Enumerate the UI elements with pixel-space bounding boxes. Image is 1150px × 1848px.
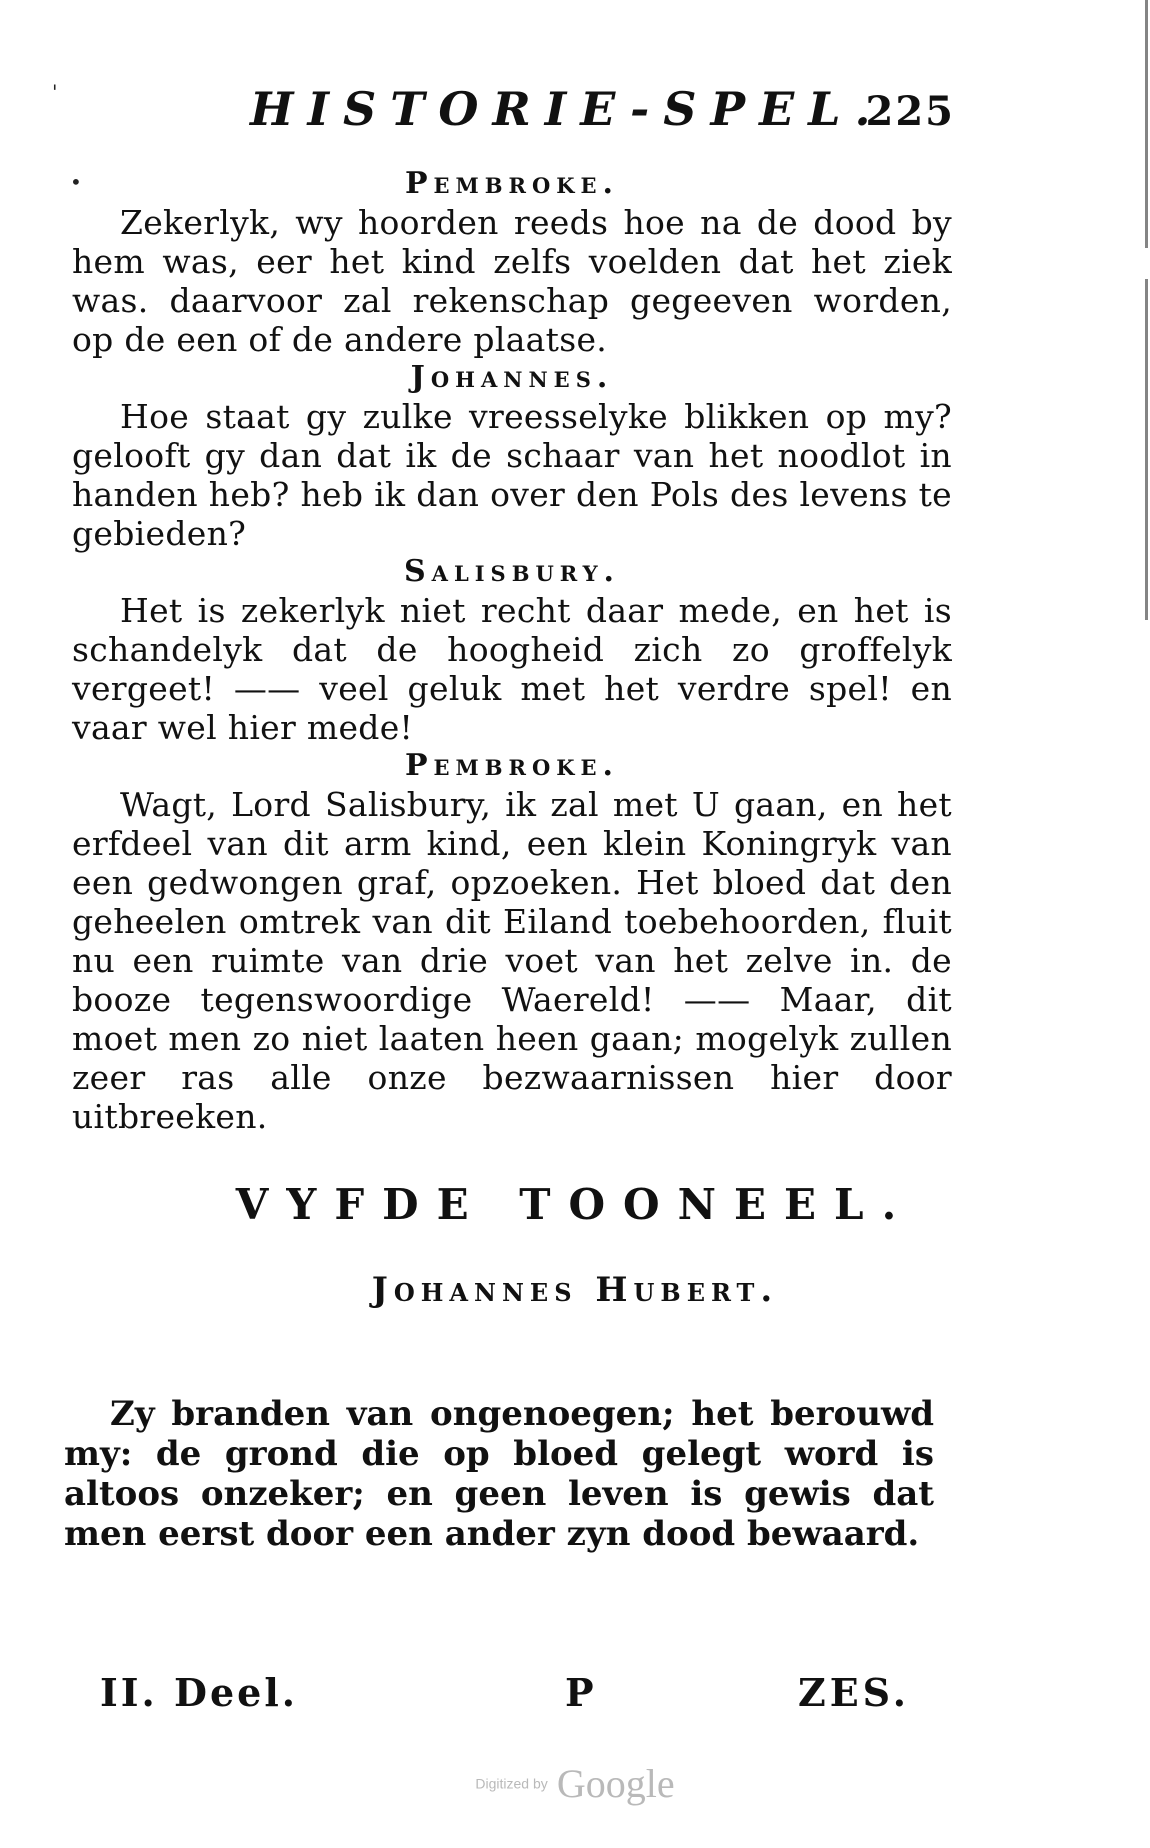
scene-speech-text: Zy branden van ongenoegen; het berouwd my: de grond die op bloed gelegt word is altoos onzeker; en geen leven is gewis dat men eerst door een ander zyn dood bewaard.: [64, 1394, 934, 1554]
speech-4: [72, 747, 952, 1136]
speaker-name: Johannes.: [410, 360, 614, 395]
speech-text: Hoe staat gy zulke vreesselyke blikken op my? gelooft gy dan dat ik de schaar van het noodlot in handen heb? heb ik dan over den Pols des levens te gebieden?: [72, 397, 952, 553]
digitization-watermark: [0, 1760, 1150, 1807]
stray-ink-mark: ': [52, 80, 58, 104]
speech-text: Wagt, Lord Salisbury, ik zal met U gaan, en het erfdeel van dit arm kind, een klein Koningryk van een gedwongen graf, opzoeken. Het bloed dat den geheelen omtrek van dit Eiland toebehoorden, fluit nu een ruimte van drie voet van het zelve in. de booze tegenswoordige Waereld! —— Maar, dit moet men zo niet laaten heen gaan; mogelyk zullen zeer ras alle onze bezwaarnissen hier door uitbreeken.: [72, 785, 952, 1136]
speech-3: [72, 553, 952, 747]
signature-mark: P: [565, 1670, 594, 1715]
page-number: 225: [865, 88, 955, 135]
page-header: [250, 82, 970, 142]
dialogue-block: [72, 165, 952, 1136]
speech-2: [72, 359, 952, 553]
volume-label: II. Deel.: [100, 1670, 298, 1715]
stray-ink-dot: •: [70, 170, 82, 194]
speaker-name: Pembroke.: [404, 166, 619, 201]
watermark-prefix: Digitized by: [475, 1775, 548, 1792]
speaker-name: Salisbury.: [403, 554, 621, 589]
speech-text: Het is zekerlyk niet recht daar mede, en het is schandelyk dat de hoogheid zich zo groffelyk vergeet! —— veel geluk met het verdre spel! en vaar wel hier mede!: [72, 591, 952, 747]
speech-text: Zekerlyk, wy hoorden reeds hoe na de dood by hem was, eer het kind zelfs voelden dat het ziek was. daarvoor zal rekenschap gegeeven worden, op de een of de andere plaatse.: [72, 203, 952, 359]
scene-characters: Johannes Hubert.: [371, 1270, 779, 1310]
scene-title: VYFDE TOONEEL.: [235, 1180, 915, 1229]
page-footer: [90, 1670, 950, 1730]
page-edge-shadow: [1145, 0, 1148, 620]
watermark-brand: Google: [556, 1761, 675, 1806]
speaker-name: Pembroke.: [404, 748, 619, 783]
running-title: HISTORIE-SPEL.: [250, 82, 885, 136]
catchword: ZES.: [797, 1670, 910, 1715]
speech-1: [72, 165, 952, 359]
